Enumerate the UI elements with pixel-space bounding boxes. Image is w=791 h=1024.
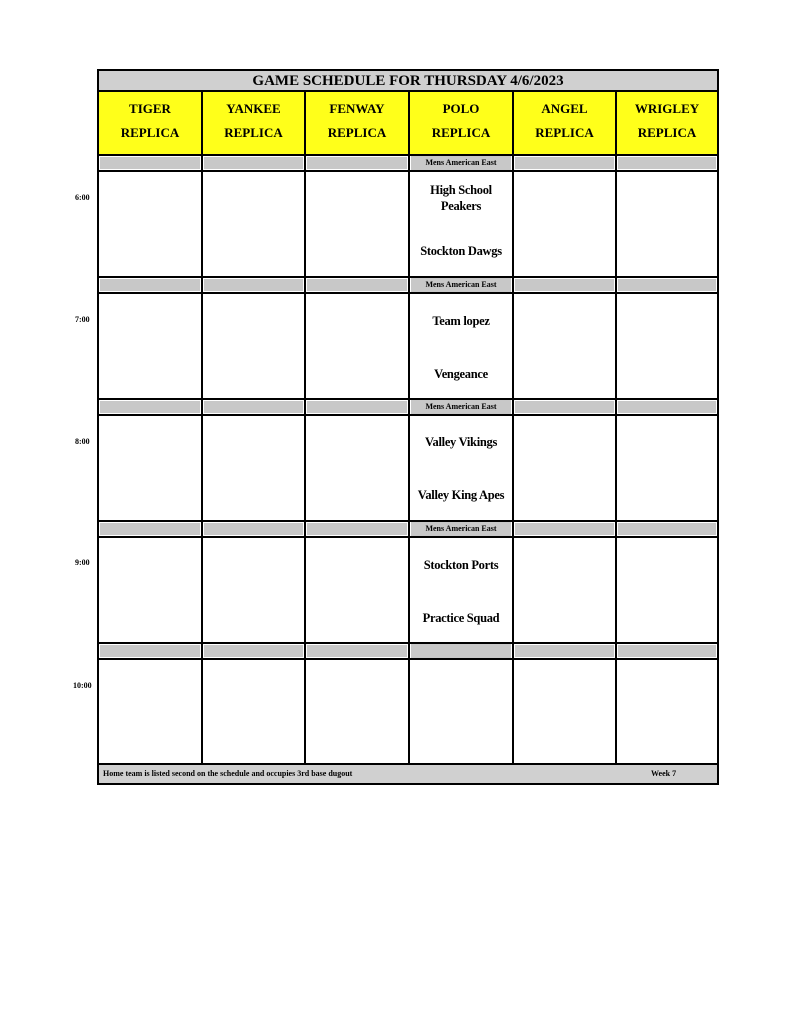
field-sub: REPLICA [535, 125, 594, 140]
field-header-angel [514, 92, 615, 154]
column-divider [512, 92, 514, 765]
division-label: Mens American East [411, 522, 511, 536]
home-team: Practice Squad [422, 611, 500, 625]
time-label-7: 7:00 [75, 315, 90, 324]
time-label-8: 8:00 [75, 437, 90, 446]
divider-cell [618, 279, 716, 291]
divider-cell [307, 645, 407, 657]
week-label: Week 7 [651, 769, 677, 778]
away-team: Stockton Ports [423, 558, 499, 572]
divider-cell [515, 157, 614, 169]
field-sub: REPLICA [327, 125, 387, 140]
divider-cell [515, 523, 614, 535]
column-divider [408, 92, 410, 765]
field-name: POLO [442, 101, 480, 116]
footer-note: Home team is listed second on the schedule and occupies 3rd base dugout [103, 769, 353, 778]
field-name: WRIGLEY [634, 101, 700, 116]
divider-cell [307, 157, 407, 169]
field-sub: REPLICA [431, 125, 491, 140]
field-name: TIGER [129, 101, 171, 116]
divider-cell [307, 523, 407, 535]
divider-cell [307, 401, 407, 413]
time-label-6: 6:00 [75, 193, 90, 202]
time-label-10: 10:00 [73, 681, 92, 690]
schedule-footer [99, 765, 717, 783]
divider-cell [100, 157, 200, 169]
column-divider [201, 92, 203, 765]
divider-cell [204, 645, 303, 657]
time-label-9: 9:00 [75, 558, 90, 567]
schedule-sheet [97, 69, 719, 785]
divider-cell [618, 645, 716, 657]
column-divider [304, 92, 306, 765]
divider-cell [100, 523, 200, 535]
divider-cell [100, 401, 200, 413]
divider-cell [515, 645, 614, 657]
away-team: Valley Vikings [424, 435, 498, 449]
division-label: Mens American East [411, 400, 511, 414]
divider-cell [515, 279, 614, 291]
home-team: Stockton Dawgs [420, 244, 502, 258]
field-header-fenway [306, 92, 408, 154]
divider-cell [618, 157, 716, 169]
field-sub: REPLICA [224, 125, 283, 140]
division-label: Mens American East [411, 278, 511, 292]
field-name: FENWAY [329, 101, 385, 116]
page-title: GAME SCHEDULE FOR THURSDAY 4/6/2023 [99, 71, 717, 92]
away-team: High School Peakers [430, 183, 492, 213]
field-header-wrigley [617, 92, 717, 154]
divider-cell [204, 523, 303, 535]
field-header-polo [410, 92, 512, 154]
field-header-yankee [203, 92, 304, 154]
field-header-tiger [99, 92, 201, 154]
divider-cell [618, 523, 716, 535]
divider-cell [100, 279, 200, 291]
divider-cell [618, 401, 716, 413]
divider-cell [100, 645, 200, 657]
division-label: Mens American East [411, 156, 511, 170]
home-team: Valley King Apes [417, 488, 505, 502]
divider-cell [204, 157, 303, 169]
divider-cell [515, 401, 614, 413]
divider-cell [307, 279, 407, 291]
divider-cell [204, 279, 303, 291]
home-team: Vengeance [434, 367, 488, 381]
division-label [411, 644, 511, 658]
column-divider [615, 92, 617, 765]
field-name: ANGEL [541, 101, 588, 116]
field-sub: REPLICA [120, 125, 180, 140]
field-name: YANKEE [226, 101, 281, 116]
field-sub: REPLICA [637, 125, 697, 140]
divider-cell [204, 401, 303, 413]
away-team: Team lopez [432, 314, 490, 328]
